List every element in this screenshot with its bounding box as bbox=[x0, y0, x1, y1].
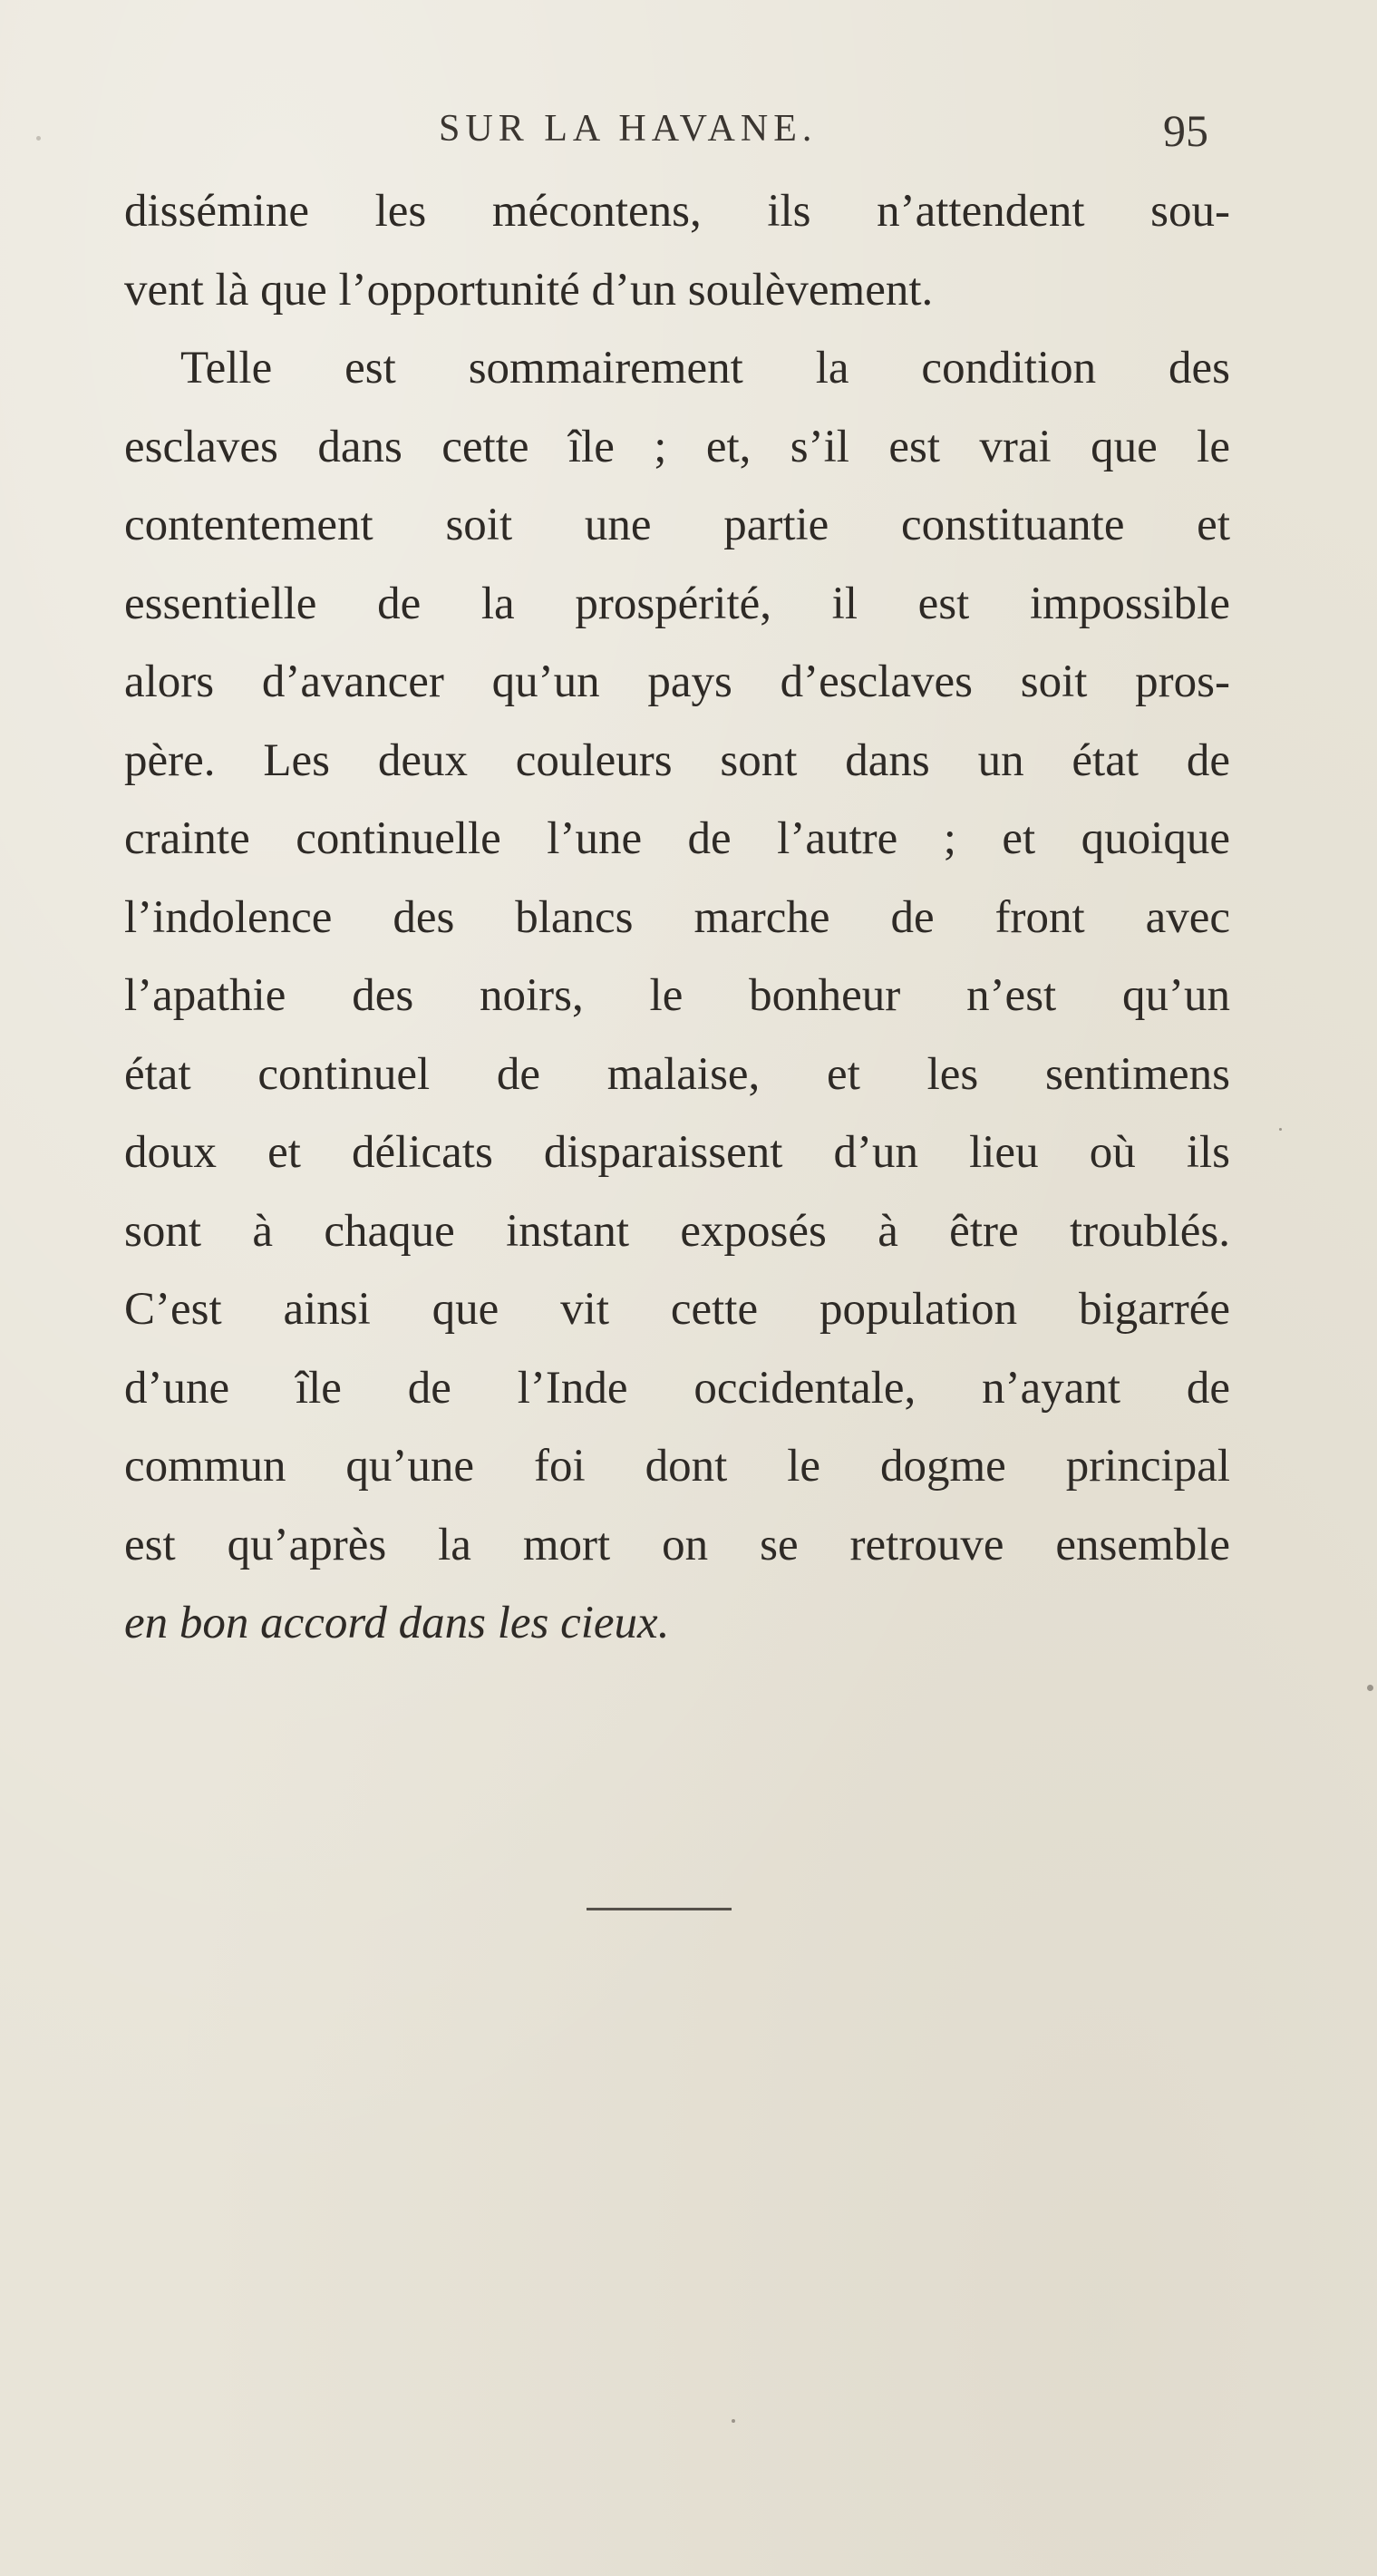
page-header bbox=[0, 102, 1377, 165]
paper-speck bbox=[732, 2419, 735, 2423]
text-line: père. Les deux couleurs sont dans un état de bbox=[124, 734, 1230, 786]
body-text bbox=[124, 172, 1230, 1663]
text-line: crainte continuelle l’une de l’autre ; et quoique bbox=[124, 813, 1230, 864]
text-line: alors d’avancer qu’un pays d’esclaves soit pros- bbox=[124, 656, 1230, 707]
text-line: l’indolence des blancs marche de front avec bbox=[124, 891, 1230, 943]
running-title: SUR LA HAVANE. bbox=[439, 108, 818, 150]
text-line: d’une île de l’Inde occidentale, n’ayant de bbox=[124, 1362, 1230, 1414]
page-number: 95 bbox=[1163, 105, 1208, 156]
paragraph-start-line: Telle est sommairement la condition des bbox=[180, 343, 1230, 394]
text-line: vent là que l’opportunité d’un soulèvement. bbox=[124, 264, 934, 316]
text-line: dissémine les mécontens, ils n’attendent sou- bbox=[124, 186, 1230, 237]
text-line: est qu’après la mort on se retrouve ensemble bbox=[124, 1519, 1230, 1570]
paper-speck bbox=[36, 136, 41, 141]
paper-speck bbox=[1367, 1685, 1373, 1691]
italic-closing-line: en bon accord dans les cieux. bbox=[124, 1598, 670, 1648]
text-line: contentement soit une partie constituante et bbox=[124, 500, 1230, 550]
text-line: esclaves dans cette île ; et, s’il est vrai que le bbox=[124, 421, 1230, 472]
text-line: commun qu’une foi dont le dogme principal bbox=[124, 1441, 1230, 1492]
section-end-rule bbox=[587, 1908, 732, 1910]
text-line: état continuel de malaise, et les sentimens bbox=[124, 1048, 1230, 1100]
paper-speck bbox=[1279, 1128, 1282, 1131]
text-line: essentielle de la prospérité, il est impossible bbox=[124, 578, 1230, 629]
text-line: doux et délicats disparaissent d’un lieu où ils bbox=[124, 1127, 1230, 1178]
text-line: C’est ainsi que vit cette population bigarrée bbox=[124, 1284, 1230, 1335]
text-line: l’apathie des noirs, le bonheur n’est qu’un bbox=[124, 970, 1230, 1021]
text-line: sont à chaque instant exposés à être troublés. bbox=[124, 1205, 1230, 1257]
